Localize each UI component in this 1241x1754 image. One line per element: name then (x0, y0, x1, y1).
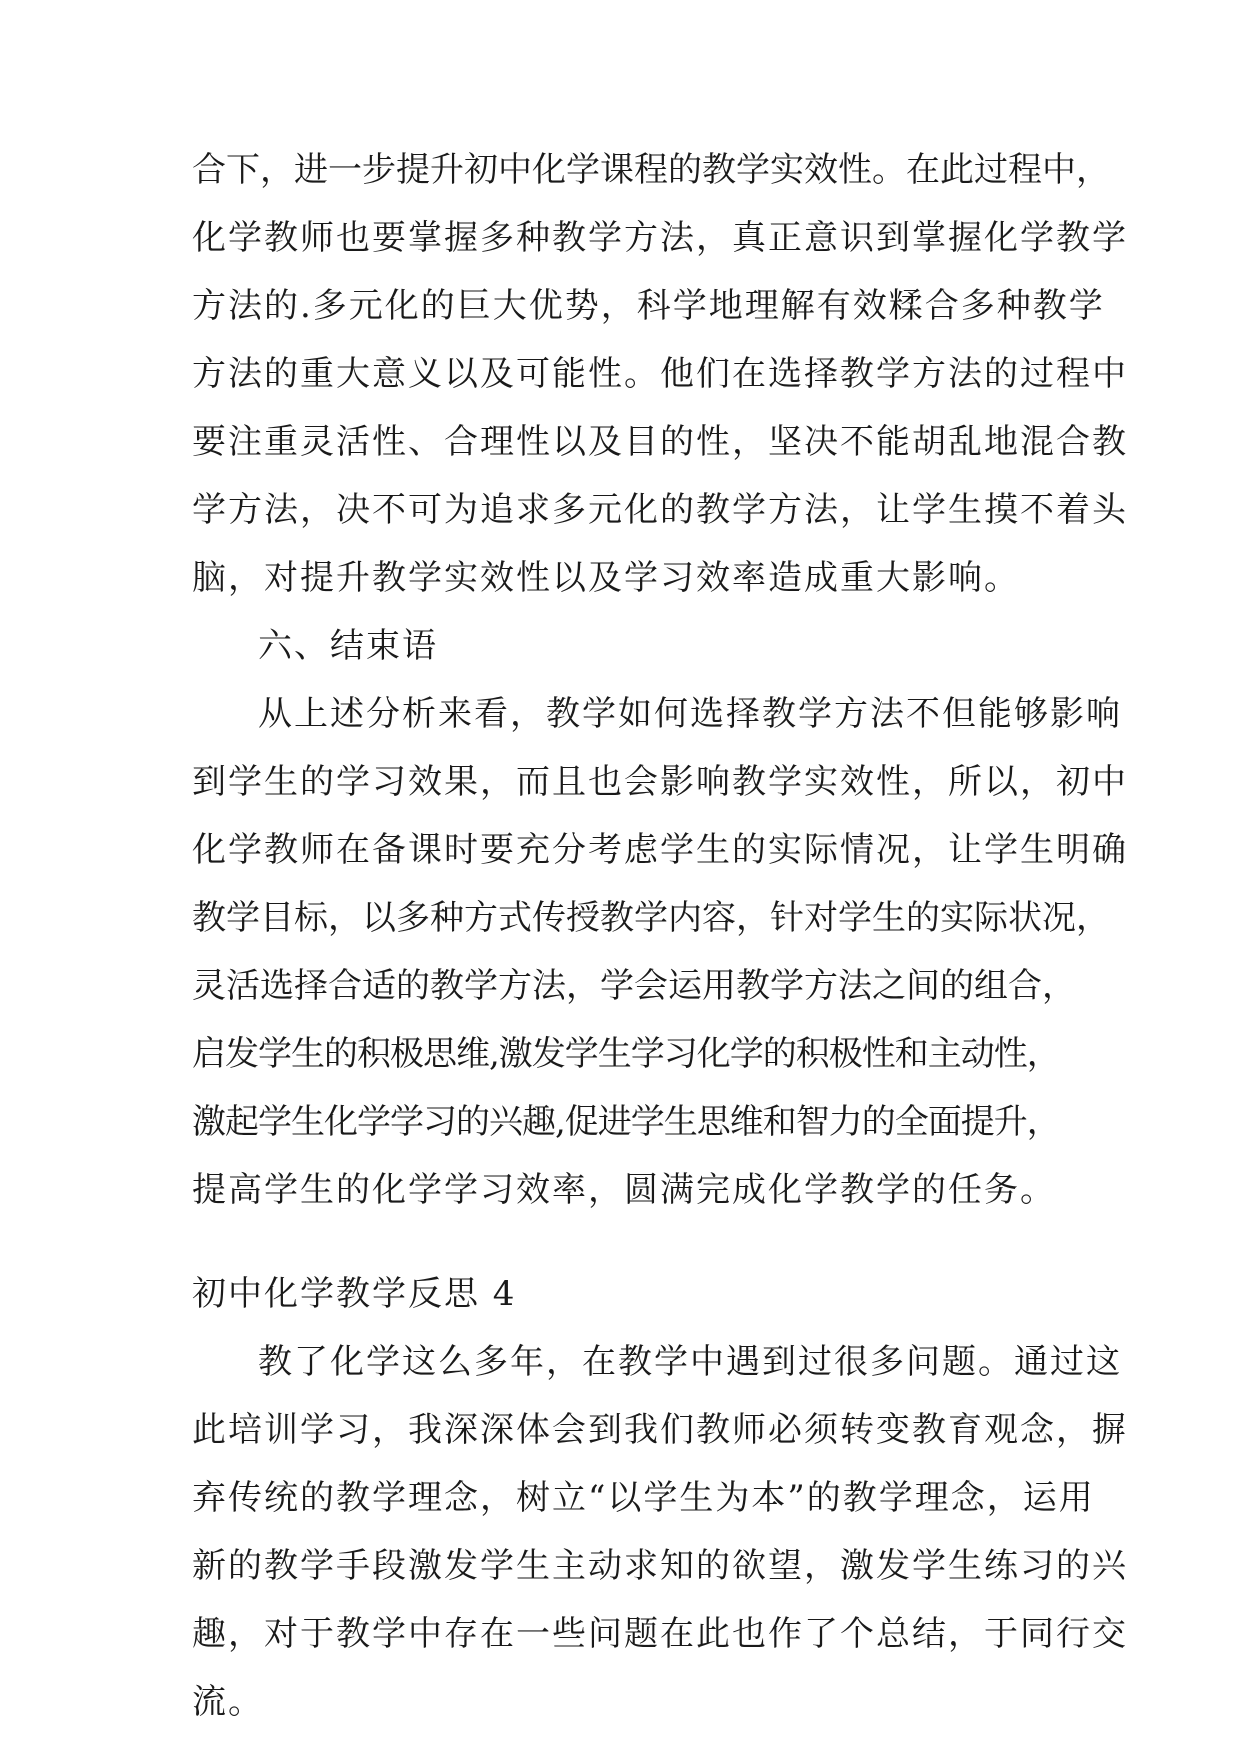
paragraph-line: 到学生的学习效果，而且也会影响教学实效性，所以，初中 (192, 762, 1128, 802)
paragraph-line: 启发学生的积极思维,激发学生学习化学的积极性和主动性， (192, 1034, 1060, 1074)
paragraph-line: 教学目标，以多种方式传授教学内容，针对学生的实际状况， (192, 898, 1110, 938)
paragraph-line: 脑，对提升教学实效性以及学习效率造成重大影响。 (192, 558, 1020, 598)
paragraph-line: 方法的重大意义以及可能性。他们在选择教学方法的过程中 (192, 354, 1128, 394)
article-title: 初中化学教学反思 4 (192, 1274, 517, 1314)
paragraph-line: 学方法，决不可为追求多元化的教学方法，让学生摸不着头 (192, 490, 1128, 530)
paragraph-line: 化学教师也要掌握多种教学方法，真正意识到掌握化学教学 (192, 218, 1128, 258)
paragraph-line: 合下，进一步提升初中化学课程的教学实效性。在此过程中， (192, 150, 1110, 190)
paragraph-line: 弃传统的教学理念，树立“以学生为本”的教学理念，运用 (192, 1478, 1095, 1518)
paragraph-line: 化学教师在备课时要充分考虑学生的实际情况，让学生明确 (192, 830, 1128, 870)
paragraph-line: 教了化学这么多年，在教学中遇到过很多问题。通过这 (258, 1342, 1122, 1382)
paragraph-line: 此培训学习，我深深体会到我们教师必须转变教育观念，摒 (192, 1410, 1128, 1450)
paragraph-line: 新的教学手段激发学生主动求知的欲望，激发学生练习的兴 (192, 1546, 1128, 1586)
paragraph-line: 趣，对于教学中存在一些问题在此也作了个总结，于同行交 (192, 1614, 1128, 1654)
paragraph-line: 提高学生的化学学习效率，圆满完成化学教学的任务。 (192, 1170, 1056, 1210)
section-heading: 六、结束语 (258, 626, 438, 666)
paragraph-line: 方法的.多元化的巨大优势，科学地理解有效糅合多种教学 (192, 286, 1105, 326)
paragraph-line: 灵活选择合适的教学方法，学会运用教学方法之间的组合， (192, 966, 1076, 1006)
paragraph-line: 从上述分析来看，教学如何选择教学方法不但能够影响 (258, 694, 1122, 734)
paragraph-line: 激起学生化学学习的兴趣,促进学生思维和智力的全面提升， (192, 1102, 1060, 1142)
paragraph-line: 流。 (192, 1682, 264, 1722)
paragraph-line: 要注重灵活性、合理性以及目的性，坚决不能胡乱地混合教 (192, 422, 1128, 462)
